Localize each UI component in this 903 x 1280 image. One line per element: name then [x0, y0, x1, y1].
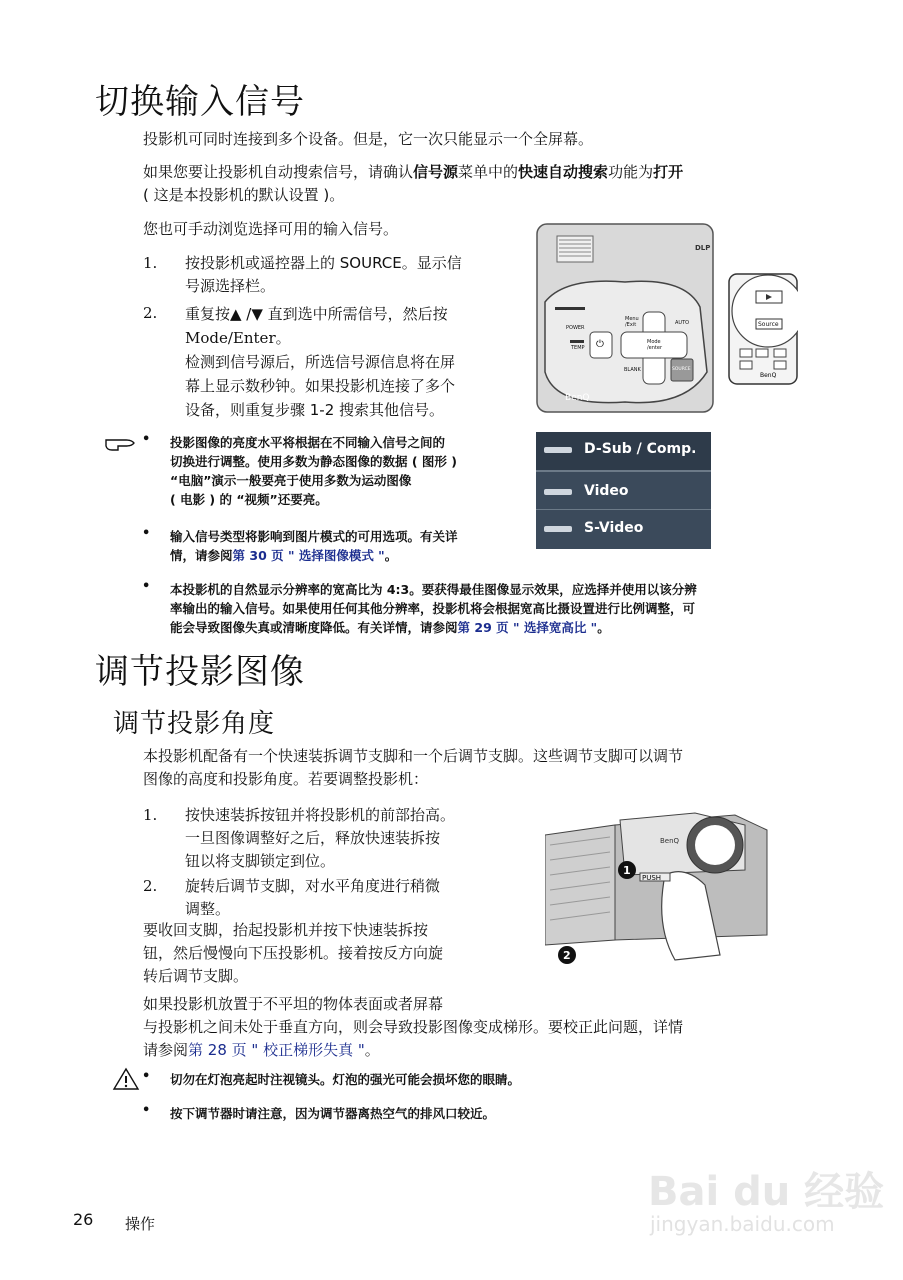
- push-label: PUSH: [642, 874, 662, 882]
- line: 要收回支脚，抬起投影机并按下快速装拆按: [143, 921, 429, 939]
- bullet: •: [142, 432, 151, 447]
- line: ( 电影 ) 的 “视频”还要亮。: [170, 492, 328, 507]
- section-title-switch-input: 切换输入信号: [95, 82, 305, 122]
- line: 设备，则重复步骤 1-2 搜索其他信号。: [185, 401, 445, 419]
- adjust-step1: [185, 804, 455, 873]
- text: 功能为: [608, 163, 654, 181]
- projector-feet-illustration: [545, 805, 773, 970]
- line: 率输出的输入信号。如果使用任何其他分辨率，投影机将会根据宽高比摄设置进行比例调整，可: [170, 601, 696, 616]
- line: 幕上显示数秒钟。如果投影机连接了多个: [185, 377, 456, 395]
- text: ( 这是本投影机的默认设置 )。: [143, 186, 345, 204]
- source-selection-bar: [536, 432, 711, 549]
- auto-label: AUTO: [675, 320, 690, 326]
- link-keystone[interactable]: 第 28 页 " 校正梯形失真 ": [188, 1041, 365, 1059]
- text: 请参阅: [143, 1041, 189, 1059]
- video-connector-icon: [544, 489, 572, 495]
- text: 。: [364, 1041, 380, 1059]
- text: 。: [384, 548, 398, 563]
- line: 切换进行调整。使用多数为静态图像的数据 ( 图形 ): [170, 454, 457, 469]
- text: 。: [597, 620, 610, 635]
- source-label: D-Sub / Comp.: [584, 441, 697, 457]
- line: 与投影机之间未处于垂直方向，则会导致投影图像变成梯形。要校正此问题，详情: [143, 1018, 684, 1036]
- source-button[interactable]: SOURCE: [672, 367, 691, 372]
- line: “电脑”演示一般要亮于使用多数为运动图像: [170, 473, 412, 488]
- dlp-logo: DLP: [695, 244, 711, 252]
- step-number: 2.: [143, 304, 158, 322]
- brand-logo: BenQ: [565, 393, 590, 403]
- line: 按投影机或遥控器上的 SOURCE。显示信: [185, 254, 462, 272]
- line: 本投影机的自然显示分辨率的宽高比为 4:3。要获得最佳图像显示效果，应选择并使用以该分辨: [170, 582, 697, 597]
- text: 如果您要让投影机自动搜索信号，请确认: [143, 163, 414, 181]
- line: 投影图像的亮度水平将根据在不同输入信号之间的: [170, 435, 446, 450]
- bullet: •: [142, 1069, 151, 1084]
- para-manual: 您也可手动浏览选择可用的输入信号。: [143, 220, 399, 238]
- para-multi-device: 投影机可同时连接到多个设备。但是，它一次只能显示一个全屏幕。: [143, 130, 594, 148]
- warning-lamp: 切勿在灯泡亮起时注视镜头。灯泡的强光可能会损坏您的眼睛。: [170, 1072, 521, 1087]
- page-number: 26: [73, 1210, 94, 1229]
- remote-source-button[interactable]: Source: [758, 321, 779, 328]
- adjust-step2: [185, 875, 440, 921]
- temp-label: TEMP: [571, 345, 585, 351]
- para-keystone: [143, 993, 683, 1062]
- text: 情，请参阅: [170, 548, 233, 563]
- step1-text: [185, 252, 462, 298]
- step-number: 2.: [143, 877, 158, 895]
- line: 钮，然后慢慢向下压投影机。接着按反方向旋: [143, 944, 444, 962]
- text: 能会导致图像失真或清晰度降低。有关详情，请参阅: [170, 620, 458, 635]
- menu-exit-label: Menu /Exit: [625, 316, 639, 328]
- warning-vent: 按下调节器时请注意，因为调节器离热空气的排风口较近。: [170, 1106, 496, 1121]
- vga-connector-icon: [544, 447, 572, 453]
- line: 检测到信号源后，所选信号源信息将在屏: [185, 353, 456, 371]
- line: 转后调节支脚。: [143, 967, 249, 985]
- projector-panel-illustration: [535, 222, 715, 414]
- mode-enter-button[interactable]: Mode /enter: [647, 339, 663, 351]
- projector-brand: BenQ: [660, 837, 680, 845]
- bullet: •: [142, 579, 151, 594]
- callout-1: 1: [623, 864, 631, 877]
- watermark-url: jingyan.baidu.com: [650, 1212, 835, 1236]
- line: 一旦图像调整好之后，释放快速装拆按: [185, 829, 441, 847]
- line: 调整。: [185, 900, 231, 918]
- pointing-hand-icon: [104, 434, 138, 452]
- line: 按快速装拆按钮并将投影机的前部抬高。: [185, 806, 456, 824]
- line: 重复按▲ /▼ 直到选中所需信号，然后按: [185, 305, 448, 323]
- line: 图像的高度和投影角度。若要调整投影机：: [143, 770, 429, 788]
- power-label: POWER: [566, 325, 585, 331]
- section-title-adjust-image: 调节投影图像: [95, 652, 305, 692]
- line: Mode/Enter。: [185, 329, 291, 347]
- bullet: •: [142, 1103, 151, 1118]
- para-retract: [143, 919, 443, 988]
- source-item-svideo[interactable]: [536, 511, 711, 547]
- warning-icon: [112, 1067, 140, 1091]
- source-label: Video: [584, 483, 629, 499]
- baidu-watermark-logo: Bai du 经验: [648, 1169, 885, 1215]
- line: 号源选择栏。: [185, 277, 276, 295]
- blank-label: BLANK: [624, 367, 641, 373]
- text: 菜单中的: [458, 163, 519, 181]
- step-number: 1.: [143, 254, 158, 272]
- power-button-icon[interactable]: ⏻: [596, 339, 604, 350]
- line: 旋转后调节支脚，对水平角度进行稍微: [185, 877, 441, 895]
- note-brightness: [170, 433, 457, 509]
- footer-section: 操作: [125, 1215, 156, 1233]
- line: 输入信号类型将影响到图片模式的可用选项。有关详: [170, 529, 458, 544]
- link-aspect-ratio[interactable]: 第 29 页 " 选择宽高比 ": [457, 620, 598, 635]
- link-picture-mode[interactable]: 第 30 页 " 选择图像模式 ": [232, 548, 385, 563]
- term-quick-auto-search: 快速自动搜索: [518, 163, 609, 181]
- subsection-title-angle: 调节投影角度: [113, 709, 276, 739]
- source-item-video[interactable]: [536, 474, 711, 510]
- para-auto-search: [143, 161, 813, 207]
- remote-brand: BenQ: [760, 372, 777, 379]
- step-number: 1.: [143, 806, 158, 824]
- source-label: S-Video: [584, 520, 644, 536]
- line: 钮以将支脚锁定到位。: [185, 852, 336, 870]
- term-on: 打开: [653, 163, 684, 181]
- callout-2: 2: [563, 949, 571, 962]
- remote-illustration: [728, 273, 798, 385]
- step2-text: [185, 302, 455, 422]
- line: 如果投影机放置于不平坦的物体表面或者屏幕: [143, 995, 444, 1013]
- note-aspect-ratio: [170, 580, 697, 637]
- note-signal-type: [170, 527, 458, 565]
- svideo-connector-icon: [544, 526, 572, 532]
- bullet: •: [142, 526, 151, 541]
- source-item-dsub[interactable]: [536, 432, 711, 470]
- para-feet: [143, 745, 683, 791]
- term-source: 信号源: [413, 163, 459, 181]
- line: 本投影机配备有一个快速装拆调节支脚和一个后调节支脚。这些调节支脚可以调节: [143, 747, 684, 765]
